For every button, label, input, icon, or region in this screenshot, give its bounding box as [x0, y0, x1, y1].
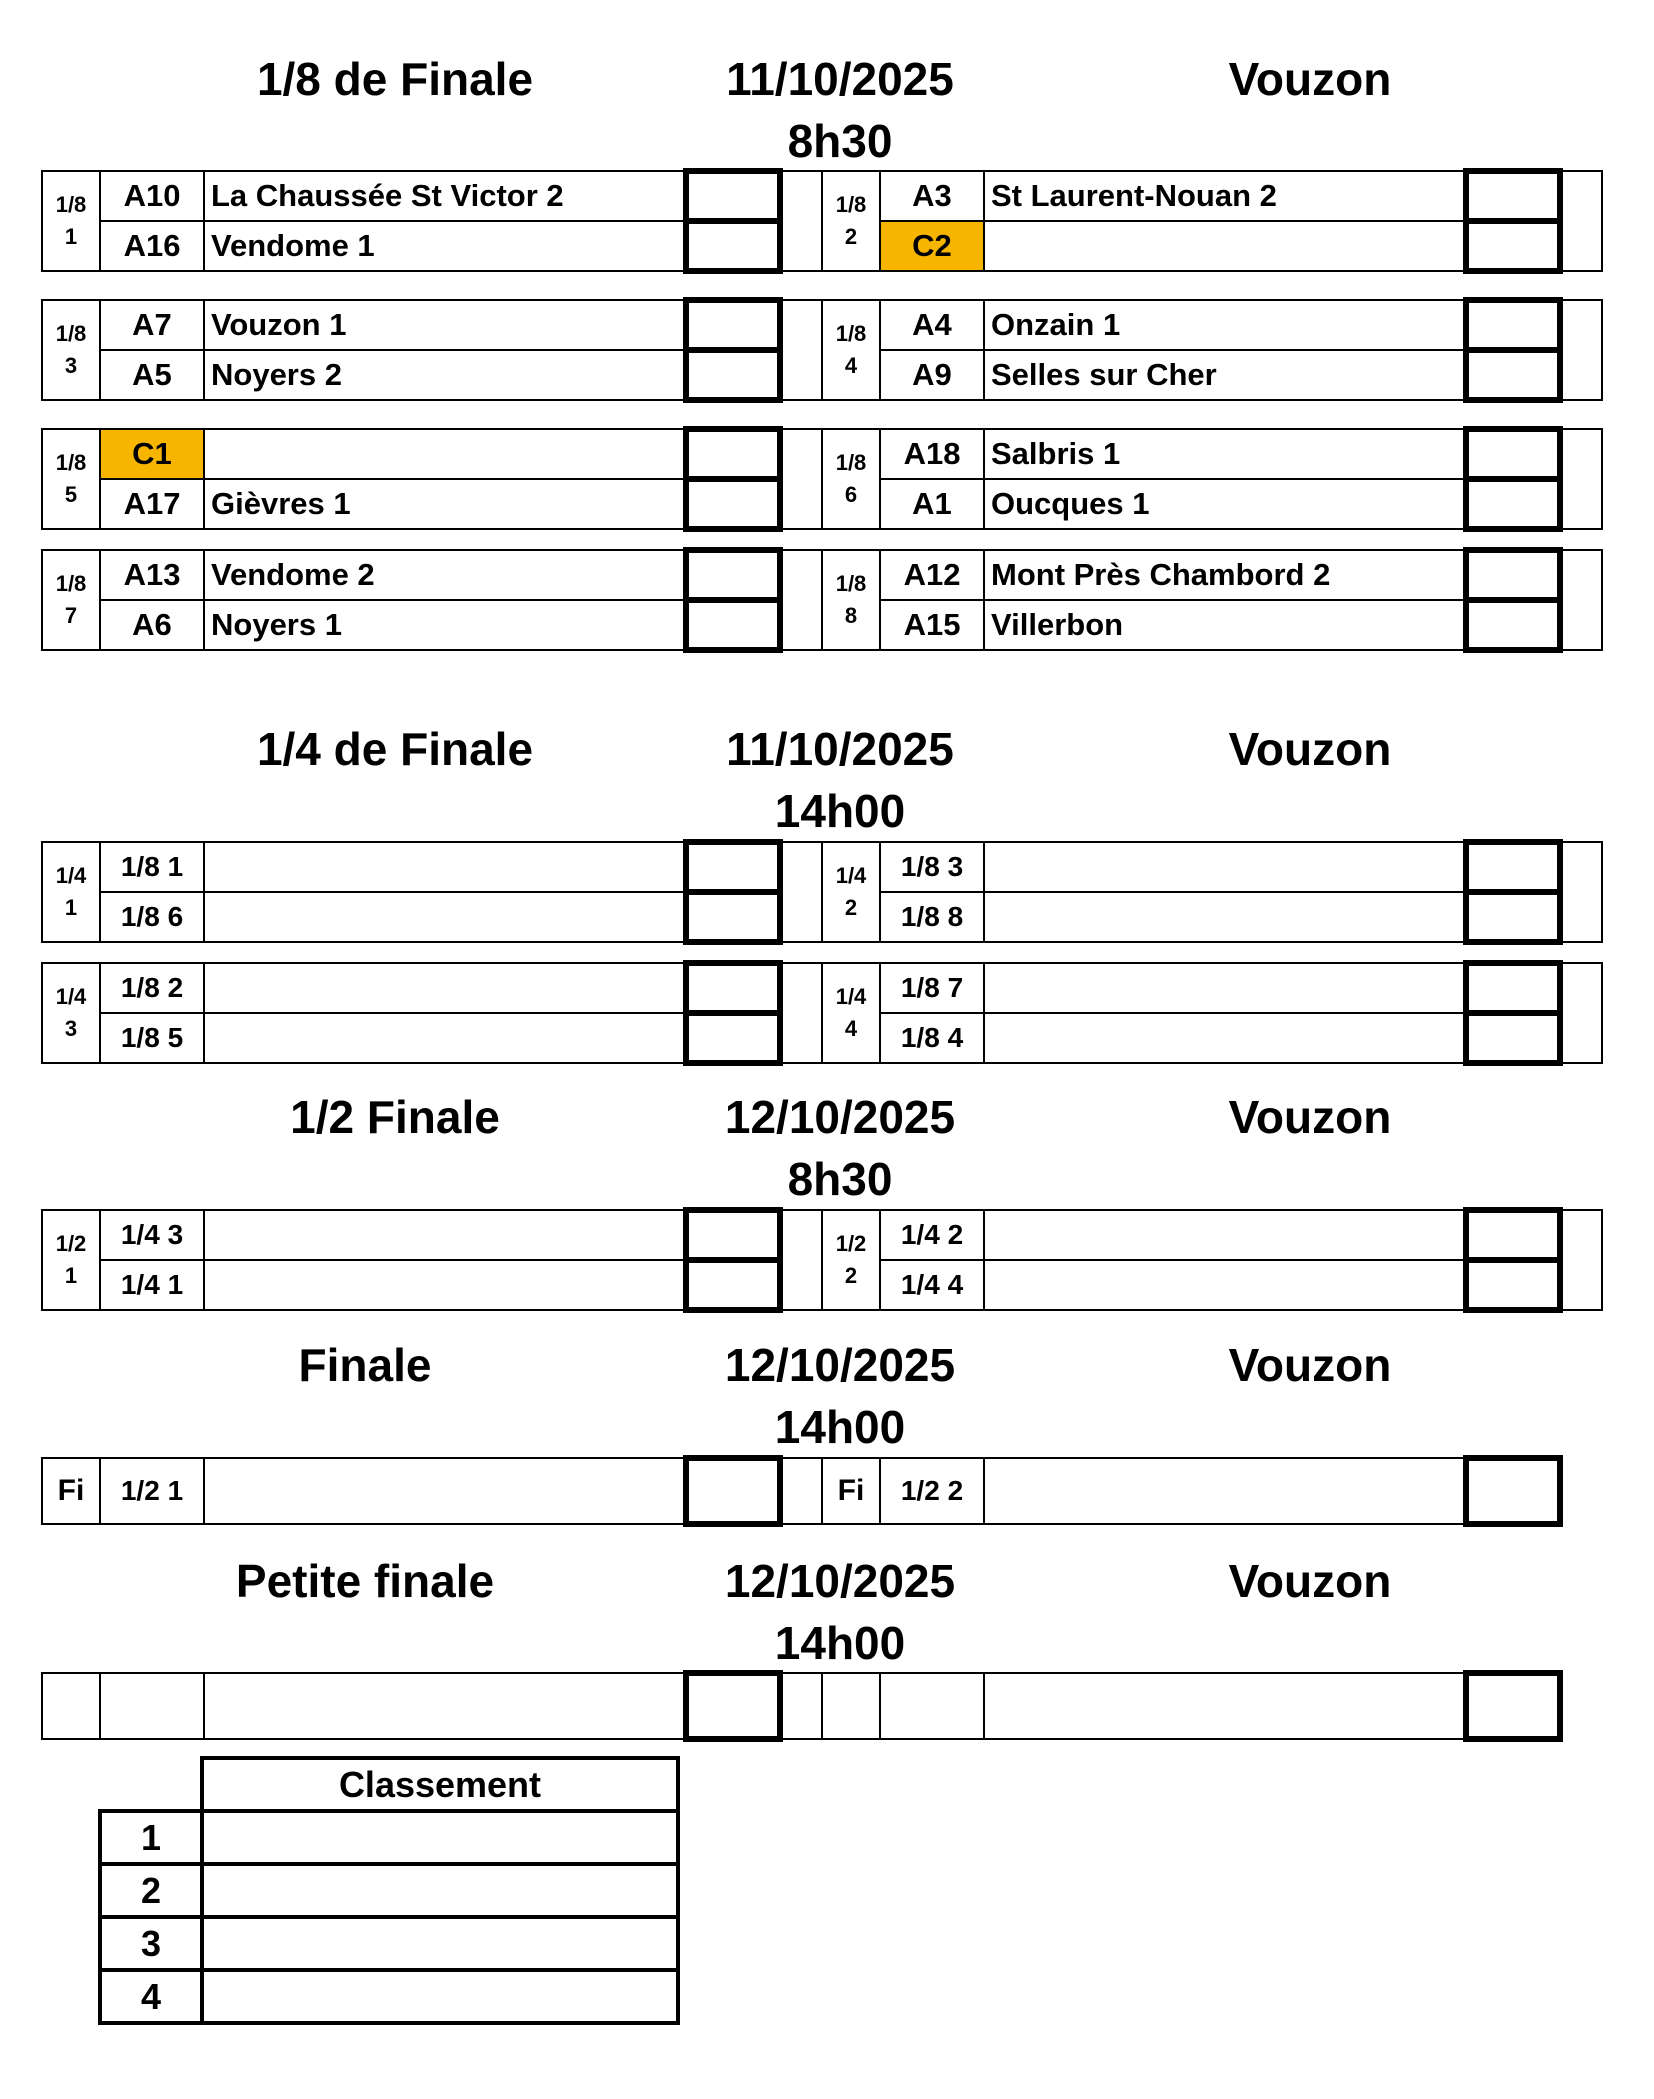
qf-matches-1-2	[41, 839, 1603, 945]
team-code: A17	[100, 479, 204, 529]
team-code: A4	[880, 300, 984, 350]
score-box[interactable]	[1466, 1458, 1560, 1524]
sf-title: 1/2 Finale	[290, 1091, 500, 1143]
team-code: A12	[880, 550, 984, 600]
qf-matches-3-4	[41, 960, 1603, 1066]
rank-team[interactable]	[202, 1811, 678, 1864]
team-name	[204, 429, 686, 479]
spacer	[1560, 171, 1602, 271]
rank-number: 2	[100, 1864, 202, 1917]
team-name[interactable]	[204, 1458, 686, 1524]
rank-team[interactable]	[202, 1864, 678, 1917]
match-round-label: 1/8 8	[822, 550, 880, 650]
team-code: A10	[100, 171, 204, 221]
team-name[interactable]	[204, 1210, 686, 1260]
team-code: A13	[100, 550, 204, 600]
team-name[interactable]	[204, 1260, 686, 1310]
team-name[interactable]	[984, 1458, 1466, 1524]
match-ref: 1/4 1	[100, 1260, 204, 1310]
rank-number: 3	[100, 1917, 202, 1970]
score-box[interactable]	[1466, 171, 1560, 221]
team-code-highlighted: C1	[100, 429, 204, 479]
match-ref: 1/2 2	[880, 1458, 984, 1524]
final-label: Fi	[822, 1458, 880, 1524]
match-round-label: 1/4 4	[822, 963, 880, 1063]
score-box[interactable]	[686, 1260, 780, 1310]
match-round-label: 1/4 1	[42, 842, 100, 942]
final-time: 14h00	[774, 1401, 906, 1453]
r16-date: 11/10/2025	[726, 53, 954, 105]
team-name	[984, 221, 1466, 271]
score-box[interactable]	[1466, 1260, 1560, 1310]
final-venue: Vouzon	[1228, 1339, 1392, 1391]
match-ref	[880, 1673, 984, 1739]
score-box[interactable]	[686, 1210, 780, 1260]
match-round-label: 1/2 1	[42, 1210, 100, 1310]
spacer	[780, 300, 822, 400]
match-ref: 1/8 6	[100, 892, 204, 942]
match-round-label: 1/2 2	[822, 1210, 880, 1310]
team-name[interactable]	[204, 1013, 686, 1063]
team-code: A15	[880, 600, 984, 650]
match-round-label: 1/8 5	[42, 429, 100, 529]
spacer	[1560, 300, 1602, 400]
match-round-label: 1/8 2	[822, 171, 880, 271]
small-final-venue: Vouzon	[1228, 1555, 1392, 1607]
team-name: Oucques 1	[984, 479, 1466, 529]
team-name: Vendome 2	[204, 550, 686, 600]
match-ref: 1/2 1	[100, 1458, 204, 1524]
score-box[interactable]	[1466, 221, 1560, 271]
empty-corner	[100, 1758, 202, 1811]
sf-date: 12/10/2025	[724, 1091, 956, 1143]
match-round-label: 1/8 1	[42, 171, 100, 271]
team-name[interactable]	[204, 1673, 686, 1739]
match-round-label	[42, 1673, 100, 1739]
match-ref: 1/8 2	[100, 963, 204, 1013]
team-name[interactable]	[204, 892, 686, 942]
spacer	[780, 963, 822, 1063]
qf-date: 11/10/2025	[726, 723, 954, 775]
match-ref: 1/8 1	[100, 842, 204, 892]
match-ref: 1/8 8	[880, 892, 984, 942]
final-title: Finale	[298, 1339, 432, 1391]
rank-number: 4	[100, 1970, 202, 2023]
r16-venue: Vouzon	[1228, 53, 1392, 105]
team-name[interactable]	[984, 1260, 1466, 1310]
r16-time: 8h30	[787, 115, 893, 167]
score-box[interactable]	[1466, 842, 1560, 892]
team-code: A16	[100, 221, 204, 271]
team-code: A5	[100, 350, 204, 400]
score-box[interactable]	[1466, 479, 1560, 529]
match-ref: 1/8 7	[880, 963, 984, 1013]
spacer	[780, 171, 822, 271]
team-name[interactable]	[984, 892, 1466, 942]
score-box[interactable]	[686, 479, 780, 529]
rank-team[interactable]	[202, 1917, 678, 1970]
score-box[interactable]	[1466, 963, 1560, 1013]
score-box[interactable]	[686, 1673, 780, 1739]
team-name: Selles sur Cher	[984, 350, 1466, 400]
team-name[interactable]	[984, 1210, 1466, 1260]
team-name[interactable]	[204, 842, 686, 892]
score-box[interactable]	[686, 1458, 780, 1524]
r16-matches-7-8	[41, 547, 1603, 653]
team-code: A9	[880, 350, 984, 400]
team-name: St Laurent-Nouan 2	[984, 171, 1466, 221]
match-round-label: 1/8 6	[822, 429, 880, 529]
spacer	[1560, 1210, 1602, 1310]
team-name[interactable]	[984, 1013, 1466, 1063]
score-box[interactable]	[1466, 892, 1560, 942]
small-final-date: 12/10/2025	[724, 1555, 956, 1607]
r16-matches-3-4	[41, 297, 1603, 403]
team-code: A3	[880, 171, 984, 221]
match-ref: 1/8 4	[880, 1013, 984, 1063]
score-box[interactable]	[686, 171, 780, 221]
team-code: A18	[880, 429, 984, 479]
score-box[interactable]	[1466, 1210, 1560, 1260]
qf-venue: Vouzon	[1228, 723, 1392, 775]
team-name: Noyers 1	[204, 600, 686, 650]
score-box[interactable]	[686, 600, 780, 650]
qf-title: 1/4 de Finale	[256, 723, 534, 775]
match-ref	[100, 1673, 204, 1739]
final-date: 12/10/2025	[724, 1339, 956, 1391]
score-box[interactable]	[1466, 350, 1560, 400]
match-ref: 1/8 3	[880, 842, 984, 892]
match-round-label: 1/8 3	[42, 300, 100, 400]
sf-time: 8h30	[787, 1153, 893, 1205]
small-final-title: Petite finale	[235, 1555, 495, 1607]
spacer	[1560, 842, 1602, 942]
team-code: A7	[100, 300, 204, 350]
rank-team[interactable]	[202, 1970, 678, 2023]
match-round-label: 1/8 7	[42, 550, 100, 650]
spacer	[780, 429, 822, 529]
team-name: Gièvres 1	[204, 479, 686, 529]
spacer	[780, 1210, 822, 1310]
score-box[interactable]	[1466, 1013, 1560, 1063]
spacer	[780, 1458, 822, 1524]
team-name[interactable]	[204, 963, 686, 1013]
spacer	[780, 550, 822, 650]
match-round-label: 1/4 2	[822, 842, 880, 942]
match-round-label	[822, 1673, 880, 1739]
classement-header: Classement	[202, 1758, 678, 1811]
match-round-label: 1/4 3	[42, 963, 100, 1063]
score-box[interactable]	[1466, 600, 1560, 650]
final-match	[41, 1455, 1563, 1527]
score-box[interactable]	[1466, 550, 1560, 600]
sf-venue: Vouzon	[1228, 1091, 1392, 1143]
qf-time: 14h00	[774, 785, 906, 837]
team-code: A1	[880, 479, 984, 529]
team-name[interactable]	[984, 963, 1466, 1013]
score-box[interactable]	[686, 221, 780, 271]
spacer	[780, 842, 822, 942]
score-box[interactable]	[686, 892, 780, 942]
score-box[interactable]	[686, 350, 780, 400]
team-name: Mont Près Chambord 2	[984, 550, 1466, 600]
final-label: Fi	[42, 1458, 100, 1524]
team-name[interactable]	[984, 842, 1466, 892]
team-code-highlighted: C2	[880, 221, 984, 271]
match-ref: 1/4 2	[880, 1210, 984, 1260]
team-name: Noyers 2	[204, 350, 686, 400]
rank-number: 1	[100, 1811, 202, 1864]
sf-matches	[41, 1207, 1603, 1313]
team-name: Vouzon 1	[204, 300, 686, 350]
r16-matches-1-2	[41, 168, 1603, 274]
score-box[interactable]	[686, 963, 780, 1013]
team-name: Salbris 1	[984, 429, 1466, 479]
classement-table	[98, 1756, 680, 2025]
team-name: Villerbon	[984, 600, 1466, 650]
spacer	[1560, 429, 1602, 529]
r16-matches-5-6	[41, 426, 1603, 532]
team-name[interactable]	[984, 1673, 1466, 1739]
match-ref: 1/4 3	[100, 1210, 204, 1260]
score-box[interactable]	[1466, 1673, 1560, 1739]
score-box[interactable]	[686, 429, 780, 479]
team-name: Onzain 1	[984, 300, 1466, 350]
r16-title: 1/8 de Finale	[256, 53, 534, 105]
match-ref: 1/4 4	[880, 1260, 984, 1310]
team-name: Vendome 1	[204, 221, 686, 271]
small-final-time: 14h00	[774, 1617, 906, 1669]
small-final-match	[41, 1670, 1563, 1742]
match-round-label: 1/8 4	[822, 300, 880, 400]
score-box[interactable]	[686, 842, 780, 892]
team-name: La Chaussée St Victor 2	[204, 171, 686, 221]
spacer	[780, 1673, 822, 1739]
score-box[interactable]	[686, 550, 780, 600]
spacer	[1560, 550, 1602, 650]
spacer	[1560, 963, 1602, 1063]
score-box[interactable]	[1466, 429, 1560, 479]
score-box[interactable]	[686, 1013, 780, 1063]
score-box[interactable]	[1466, 300, 1560, 350]
team-code: A6	[100, 600, 204, 650]
match-ref: 1/8 5	[100, 1013, 204, 1063]
score-box[interactable]	[686, 300, 780, 350]
